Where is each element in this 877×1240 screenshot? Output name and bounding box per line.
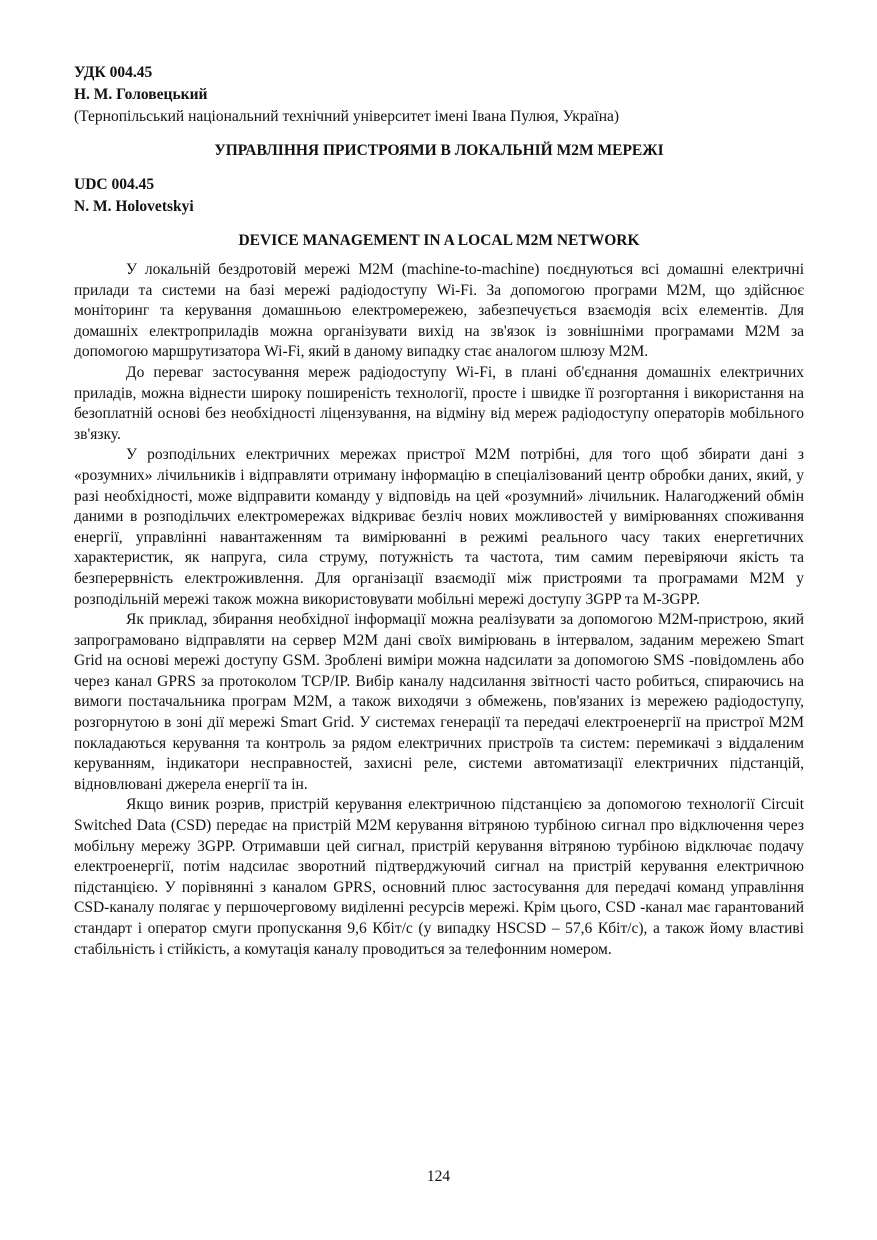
udc-en: UDC 004.45 [74,176,155,193]
paragraph-5: Якщо виник розрив, пристрій керування електричною підстанцією за допомогою технології Circuit Switched Data (CSD) передає на пристрій M2M керування вітряною турбіною сигнал про відключення через мобільну мережу 3GPP. Отримавши цей сигнал, пристрій керування вітряною турбіною відключає подачу електроенергії, потім надсилає зворотний підтверджуючий сигнал на пристрій керування електричною підстанцією. У порівнянні з каналом GPRS, основний плюс застосування для передачі команд управління CSD-каналу полягає у першочерговому виділенні ресурсів мережі. Крім цього, CSD -канал має гарантований стандарт і оператор смуги пропускання 9,6 Кбіт/с (у випадку HSCSD – 57,6 Кбіт/с), а також йому властиві стабільність і стійкість, а комутація каналу проводиться за телефонним номером. [74,796,804,958]
body-text [74,260,804,960]
paper-page [74,62,804,960]
paragraph-3: У розподільних електричних мережах пристрої M2M потрібні, для того щоб збирати дані з «розумних» лічильників і відправляти отриману інформацію в спеціалізований центр обробки даних, який, у разі необхідності, може відправити команду у відповідь на цей «розумний» лічильник. Налагоджений обмін даними в розподільчих електромережах відкриває безліч нових можливостей у вимірюваннях споживання енергії, управлінні навантаженням та вимірюванні в режимі реального часу таких енергетичних характеристик, як напруга, сила струму, потужність та частота, тим самим перевіряючи якість та безперервність електроживлення. Для організації взаємодії між пристроями та програмами M2M у розподільній мережі також можна використовувати мобільні мережі доступу 3GPP та M-3GPP. [74,446,804,608]
paragraph-2: До переваг застосування мереж радіодоступу Wi-Fi, в плані об'єднання домашніх електричних приладів, можна віднести широку поширеність технології, просте і швидке її розгортання і використання на безоплатній основі без необхідності ліцензування, на відміну від мереж радіодоступу операторів мобільного зв'язку. [74,363,804,443]
paragraph-4: Як приклад, збирання необхідної інформації можна реалізувати за допомогою M2M-пристрою, який запрограмовано відправляти на сервер M2M дані своїх вимірювань в інтервалом, заданим мережею Smart Grid на основі мережі доступу GSM. Зроблені виміри можна надсилати за допомогою SMS -повідомлень або через канал GPRS за протоколом TCP/IP. Вибір каналу надсилання звітності часто робиться, спираючись на вимоги постачальника програм M2M, а також виходячи з обмежень, пов'язаних із мережею радіодоступу, розгорнутою в зоні дії мережі Smart Grid. У системах генерації та передачі електроенергії на пристрої M2M покладаються керування та контроль за рядом електричних пристроїв та систем: перемикачі з віддаленим керуванням, індикатори несправностей, захисні реле, системи автоматизації електричних підстанцій, відновлювані джерела енергії та ін. [74,611,804,793]
author-en: N. M. Holovetskyi [74,198,194,215]
affiliation-ua: (Тернопільський національний технічний університет імені Івана Пулюя, Україна) [74,108,620,125]
page-number: 124 [426,1168,451,1185]
author-ua: Н. М. Головецький [74,86,208,103]
udc-ua: УДК 004.45 [74,64,153,81]
title-en: DEVICE MANAGEMENT IN A LOCAL M2M NETWORK [238,232,640,249]
paragraph-1: У локальній бездротовій мережі M2M (machine-to-machine) поєднуються всі домашні електричні прилади та системи на базі мережі радіодоступу Wi-Fi. За допомогою програми M2M, що здійснює моніторинг та керування домашньою електромережею, забезпечується взаємодія всіх елементів. Для домашніх електроприладів можна організувати вихід на зв'язок із зовнішніми програмами M2M за допомогою маршрутизатора Wi-Fi, який в даному випадку стає аналогом шлюзу M2M. [74,261,804,361]
title-ua: УПРАВЛІННЯ ПРИСТРОЯМИ В ЛОКАЛЬНІЙ M2M МЕРЕЖІ [214,142,664,159]
